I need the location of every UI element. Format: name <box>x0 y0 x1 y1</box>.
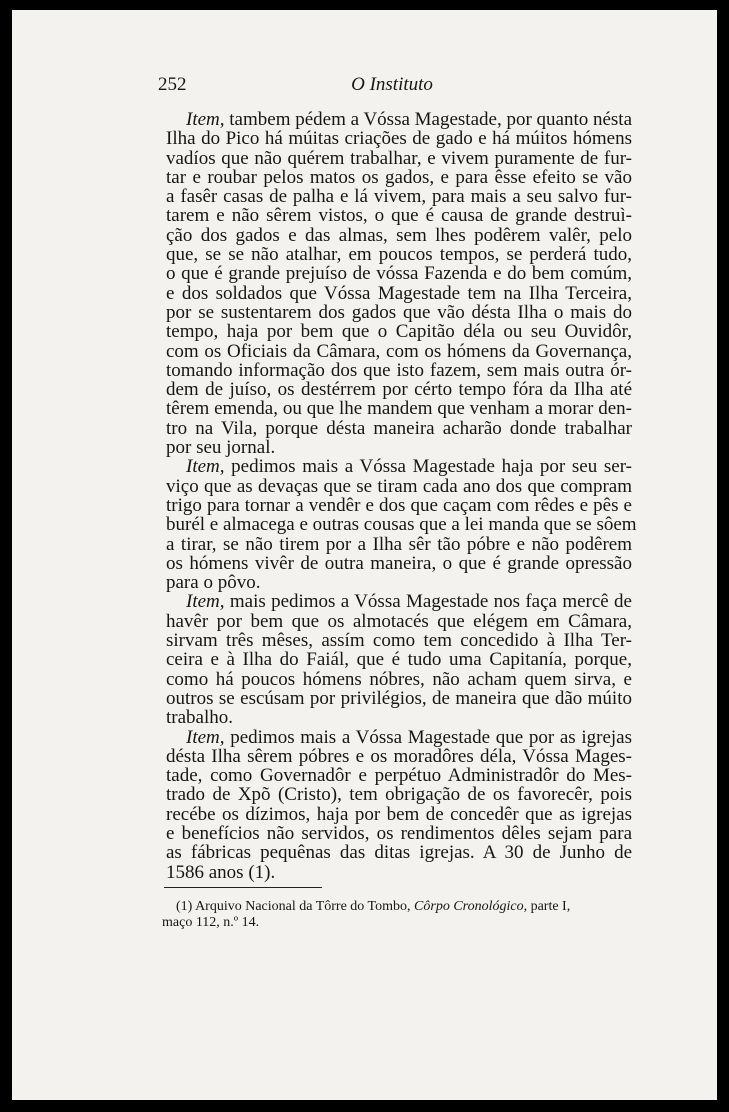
footnote-rule <box>164 887 322 888</box>
text-line: para o pôvo. <box>166 572 261 594</box>
item-label: Item, <box>186 726 225 748</box>
text-line: ção dos gados e das almas, sem lhes podêrem valêr, pelo <box>166 224 632 246</box>
text-line: e benefícios não servidos, os rendimentos dêles sejam para <box>166 822 632 844</box>
footnote-source: Arquivo Nacional da Tôrre do Tombo, <box>195 899 411 914</box>
text-line: Item, mais pedimos a Vóssa Magestade nos faça mercê de <box>186 591 632 613</box>
body-text <box>166 109 637 883</box>
paragraph <box>166 728 632 882</box>
running-head: O Instituto <box>351 74 433 95</box>
text-line: as fábricas pequênas das ditas igrejas. A 30 de Junho de <box>166 842 632 864</box>
text-line: têrem emenda, ou que lhe mandem que venham a morar den- <box>166 398 632 420</box>
footnote-line <box>176 899 636 915</box>
text-line: tempo, haja por bem que o Capitão déla ou seu Ouvidôr, <box>166 321 632 343</box>
text-line: como há poucos hómens nóbres, não acham quem sirva, e <box>166 668 632 690</box>
text-line: tomando informação dos que isto fazem, sem mais outra ór- <box>166 359 632 381</box>
text-line: tade, como Governadôr e perpétuo Administradôr do Mes- <box>166 765 632 787</box>
text-line: com os Oficiais da Câmara, com os hómens da Governança, <box>166 340 632 362</box>
text-line: sirvam três mêses, assím como tem concedido à Ilha Ter- <box>166 630 632 652</box>
text-line: por seu jornal. <box>166 437 276 459</box>
text-line: os hómens vivêr de outra maneira, o que é grande opressão <box>166 552 632 574</box>
text-line: trigo para tornar a vendêr e dos que caçam com rêdes e pês e <box>166 494 632 516</box>
item-label: Item, <box>186 591 225 613</box>
text-line: o que é grande prejuíso de vóssa Fazenda e do bem comúm, <box>166 263 632 285</box>
text-line: e dos soldados que Vóssa Magestade tem na Ilha Terceira, <box>166 282 632 304</box>
paragraph <box>166 110 632 457</box>
text-line: a fasêr casas de palha e lá vivem, para mais a seu salvo fur- <box>166 186 632 208</box>
text-line: trado de Xpõ (Cristo), tem obrigação de os favorecêr, pois <box>166 784 632 806</box>
text-line: dem de juíso, os destérrem por cérto tempo fóra da Ilha até <box>166 379 632 401</box>
text-line: désta Ilha sêrem póbres e os moradôres déla, Vóssa Mages- <box>166 745 632 767</box>
text-line: viço que as devaças que se tiram cada ano dos que compram <box>166 475 632 497</box>
document-page <box>12 10 717 1100</box>
text-line: tarem e não sêrem vistos, o que é causa de grande destruì- <box>166 205 632 227</box>
text-line: trabalho. <box>166 707 234 729</box>
paragraph <box>166 592 632 727</box>
text-line: tar e roubar pelos matos os gados, e para êsse efeito se vão <box>166 166 632 188</box>
text-line: Ilha do Pico há múitas criações de gado e há múitos hómens <box>166 128 632 150</box>
footnote-continuation: maço 112, n.º 14. <box>162 915 260 930</box>
text-line: Item, pedimos mais a Vóssa Magestade haja por seu ser- <box>186 456 632 478</box>
text-line: por se sustentarem dos gados que vão désta Ilha o mais do <box>166 301 632 323</box>
footnote <box>162 899 636 931</box>
text-line: 1586 anos (1). <box>166 861 276 883</box>
footnote-collection: Côrpo Cronológico, <box>414 899 528 914</box>
text-line: tro na Vila, porque désta maneira acharão donde trabalhar <box>166 417 632 439</box>
item-label: Item, <box>186 456 225 478</box>
text-line: recébe os dízimos, haja por bem de concedêr que as igrejas <box>166 803 632 825</box>
page-number: 252 <box>158 74 187 95</box>
text-line: ceira e à Ilha do Faiál, que é tudo uma Capitanía, porque, <box>166 649 632 671</box>
footnotes <box>162 899 636 931</box>
text-line: que, se se não atalhar, em poucos tempos, se perderá tudo, <box>166 244 632 266</box>
footnote-marker: (1) <box>176 899 193 914</box>
footnote-part: parte I, <box>530 899 571 914</box>
item-label: Item, <box>186 109 225 130</box>
text-line: vadíos que não quérem trabalhar, e vivem puramente de fur- <box>166 147 632 169</box>
text-line: Item, tambem pédem a Vóssa Magestade, por quanto nésta <box>186 109 633 130</box>
text-line: a tirar, se não tirem por a Ilha sêr tão póbre e não podêrem <box>166 533 632 555</box>
text-line: outros se escúsam por privilégios, de maneira que dão múito <box>166 687 632 709</box>
paragraph <box>166 456 637 594</box>
text-line: burél e almacega e outras cousas que a lei manda que se sôem <box>166 514 637 536</box>
text-line: Item, pedimos mais a Vóssa Magestade que por as igrejas <box>186 726 632 748</box>
text-line: havêr por bem que os almotacés que elégem em Câmara, <box>166 610 632 632</box>
